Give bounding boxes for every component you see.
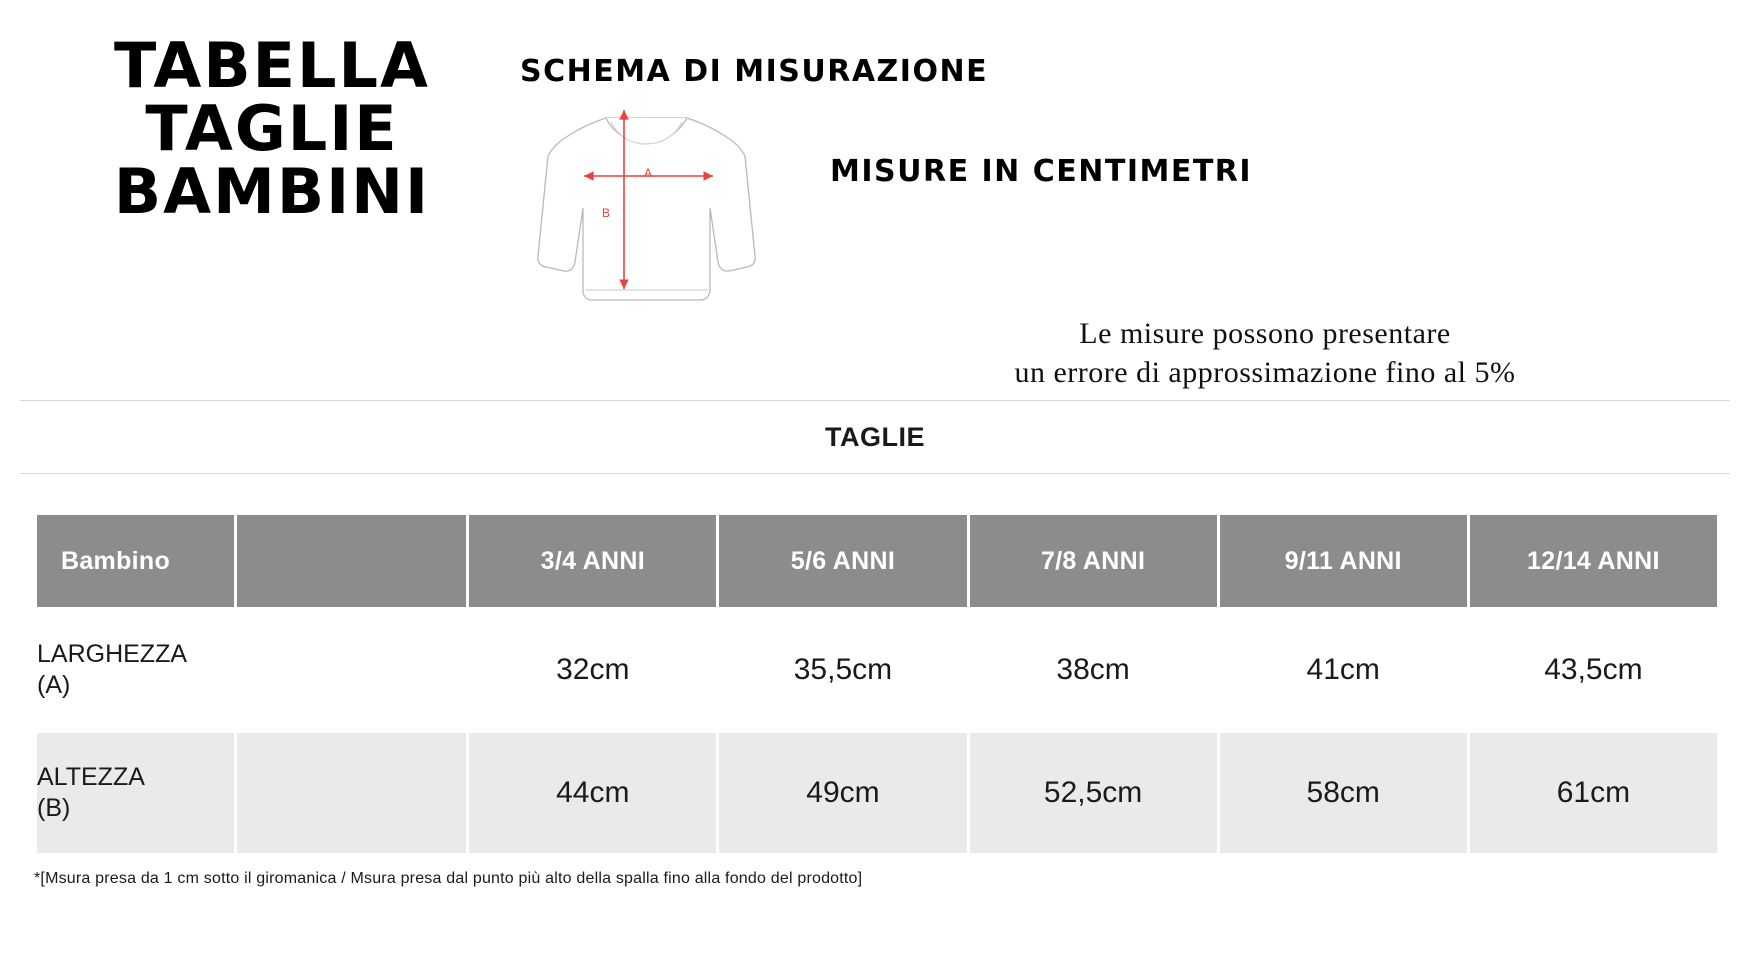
row-height-value-3: 52,5cm (968, 732, 1218, 855)
row-height-value-2: 49cm (718, 732, 968, 855)
row-height-blank (236, 732, 468, 855)
header-cell-size-1: 3/4 ANNI (468, 514, 718, 609)
arrow-label-a: A (644, 166, 653, 180)
table-row (36, 732, 1719, 855)
row-width-value-2: 35,5cm (718, 609, 968, 732)
shirt-illustration (528, 104, 778, 319)
row-width-value-5: 43,5cm (1468, 609, 1718, 732)
schema-heading: SCHEMA DI MISURAZIONE (520, 54, 989, 89)
header-cell-size-5: 12/14 ANNI (1468, 514, 1718, 609)
row-label-width-line-1: LARGHEZZA (37, 639, 188, 668)
row-width-value-3: 38cm (968, 609, 1218, 732)
page-title (20, 29, 510, 229)
units-heading: MISURE IN CENTIMETRI (830, 154, 1253, 189)
header-cell-blank (236, 514, 468, 609)
footnote: *[Msura presa da 1 cm sotto il giromanica / Msura presa dal punto più alto della spalla fino alla fondo del prodotto] (34, 870, 863, 887)
approximation-note-line-2: un errore di approssimazione fino al 5% (1014, 356, 1516, 389)
page-title-line-1: TABELLA (113, 29, 431, 102)
row-label-height-line-1: ALTEZZA (37, 762, 145, 791)
row-width-value-4: 41cm (1218, 609, 1468, 732)
row-label-height-line-2: (B) (37, 794, 71, 822)
row-height-value-4: 58cm (1218, 732, 1468, 855)
header-section (20, 0, 1730, 400)
page-title-line-2: TAGLIE (145, 92, 399, 166)
divider-bottom (20, 473, 1730, 474)
measurement-arrows (528, 104, 778, 319)
row-label-width-line-2: (A) (37, 671, 71, 699)
row-label-width (36, 609, 236, 732)
row-width-blank (236, 609, 468, 732)
row-height-value-1: 44cm (468, 732, 718, 855)
header-cell-size-2: 5/6 ANNI (718, 514, 968, 609)
row-width-value-1: 32cm (468, 609, 718, 732)
header-cell-size-4: 9/11 ANNI (1218, 514, 1468, 609)
page-title-line-3: BAMBINI (113, 155, 431, 229)
arrow-label-b: B (602, 206, 611, 220)
approximation-note-line-1: Le misure possono presentare (1079, 317, 1451, 350)
row-label-height (36, 732, 236, 855)
diagram-text-block (520, 34, 1730, 389)
size-table (34, 512, 1720, 856)
table-row (36, 609, 1719, 732)
header-cell-category: Bambino (36, 514, 236, 609)
header-cell-size-3: 7/8 ANNI (968, 514, 1218, 609)
sizes-band-label: TAGLIE (825, 421, 925, 452)
approximation-note (865, 314, 1665, 392)
table-header-row (36, 514, 1719, 609)
row-height-value-5: 61cm (1468, 732, 1718, 855)
